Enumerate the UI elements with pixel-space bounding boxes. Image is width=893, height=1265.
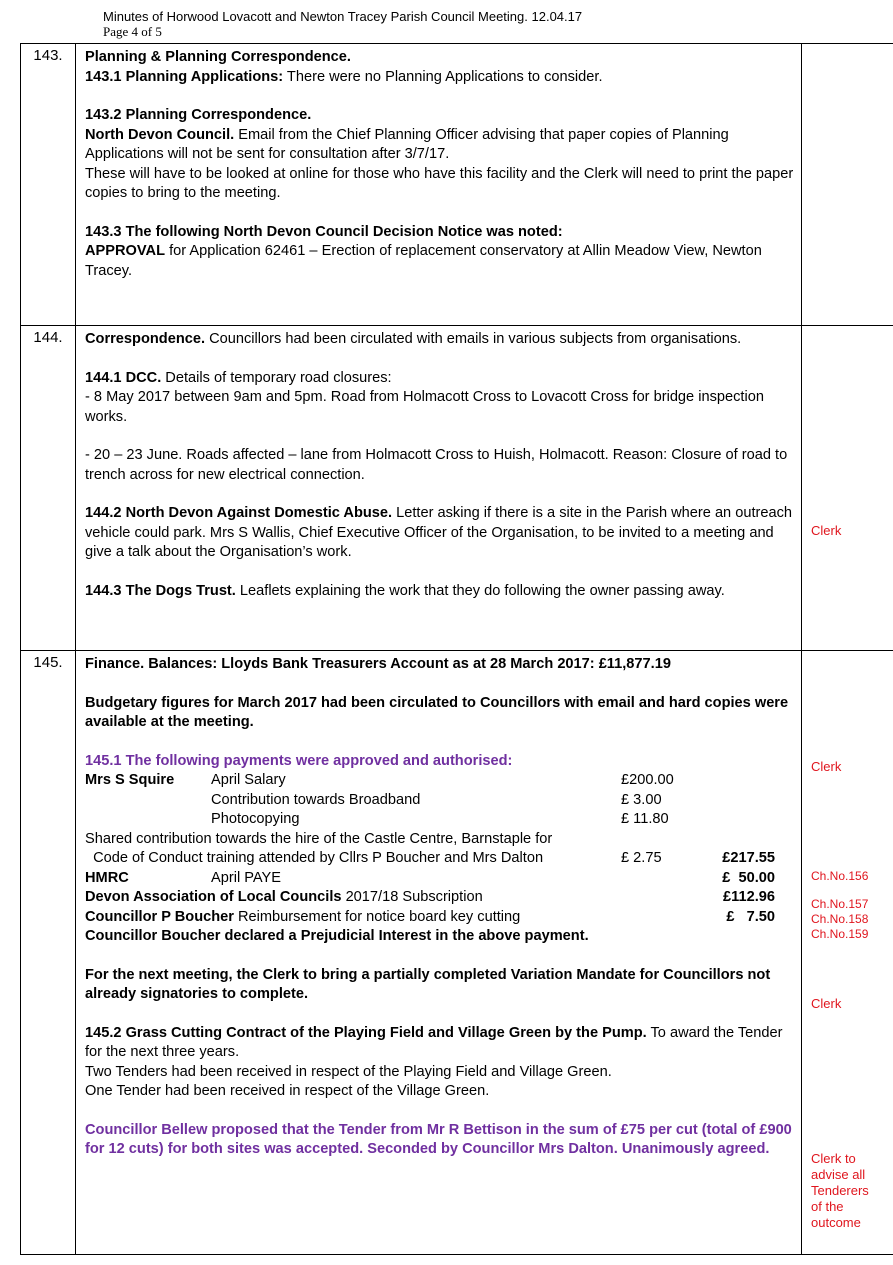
- minutes-table: [20, 43, 893, 1255]
- paragraph: Correspondence. Councillors had been circulated with emails in various subjects from organisations.: [85, 331, 742, 347]
- item-title: Planning & Planning Correspondence.: [85, 49, 351, 65]
- action-label: of the: [811, 1199, 844, 1214]
- action-column: [802, 44, 893, 326]
- action-label: outcome: [811, 1215, 861, 1230]
- payee-name: Councillor P Boucher: [85, 908, 234, 925]
- paragraph: Budgetary figures for March 2017 had been circulated to Councillors with email and hard copies were available at the meeting.: [85, 694, 789, 730]
- document-header: [103, 9, 582, 39]
- minute-body: [76, 326, 802, 651]
- action-column: [802, 326, 893, 651]
- cheque-number: Ch.No.158: [811, 912, 869, 926]
- page-number: Page 4 of 5: [103, 24, 162, 39]
- payment-total: £ 7.50: [726, 908, 775, 925]
- action-label: Clerk to: [811, 1151, 856, 1166]
- minute-row-145: [21, 651, 893, 1255]
- minute-body: Finance. Balances: Lloyds Bank Treasurers Account as at 28 March 2017: £11,877.19 Budgetary figures for March 2017 had been circulated to Councillors with email and hard copies were available at the meeting. 145.1 The following payments were approved and authorised: Mrs S Squire April Salary £200.00 Contribution towards Broadband £ 3.00 Photocopying £ 11.80 Shared contribution towards the hire of the Castle Centre, Barnstaple for Code of Conduct training attended by Cllrs P Boucher and Mrs Dalton £ 2.75 £217.55 HMRC April PAYE £ 50.00 Devon Association of Local Councils 2017/18 Subscription £112.96 Councillor P Boucher Reimbursement for notice board key cutting £ 7.50 Councillor Boucher declared a Prejudicial Interest in the above payment. For the next meeting, the Clerk to bring a partially completed Variation Mandate for Councillors not already signatories to complete. 145.2 Grass Cutting Contract of the Playing Field and Village Green by the Pump. To award the Tender for the next three years. Two Tenders had been received in respect of the Playing Field and Village Green. One Tender had been received in respect of the Village Green. Councillor Bellew proposed that the Tender from Mr R Bettison in the sum of £75 per cut (total of £900 for 12 cuts) for both sites was accepted. Seconded by Councillor Mrs Dalton. Unanimously agreed.: [76, 651, 802, 1255]
- minute-row-143: [21, 44, 893, 326]
- payment-total: £112.96: [723, 889, 775, 905]
- paragraph: For the next meeting, the Clerk to bring a partially completed Variation Mandate for Councillors not already signatories to complete.: [85, 966, 771, 1002]
- paragraph: 144.3 The Dogs Trust. Leaflets explaining the work that they do following the owner passing away.: [85, 582, 725, 599]
- minute-number: 143.: [21, 44, 76, 326]
- action-label: Clerk: [811, 759, 842, 774]
- resolution: Councillor Bellew proposed that the Tender from Mr R Bettison in the sum of £75 per cut (total of £900 for 12 cuts) for both sites was accepted. Seconded by Councillor Mrs Dalton. Unanimously agreed.: [85, 1121, 792, 1157]
- action-column: [802, 651, 893, 1255]
- payee-name: Devon Association of Local Councils: [85, 889, 342, 905]
- payee-name: HMRC: [85, 869, 129, 886]
- paragraph: 143.1 Planning Applications: There were no Planning Applications to consider.: [85, 68, 603, 85]
- paragraph: 144.1 DCC. Details of temporary road closures:: [85, 369, 392, 386]
- paragraph: These will have to be looked at online for those who have this facility and the Clerk will need to print the paper copies to bring to the meeting.: [85, 165, 794, 201]
- paragraph: One Tender had been received in respect of the Village Green.: [85, 1083, 490, 1099]
- paragraph: - 20 – 23 June. Roads affected – lane from Holmacott Cross to Huish, Holmacott. Reason: Closure of road to trench across for new electrical connection.: [85, 447, 788, 483]
- minute-number: 144.: [21, 326, 76, 651]
- paragraph: APPROVAL for Application 62461 – Erection of replacement conservatory at Allin Meadow View, Newton Tracey.: [85, 243, 762, 279]
- minute-body: [76, 44, 802, 326]
- cheque-number: Ch.No.157: [811, 897, 869, 911]
- payee-name: Mrs S Squire: [85, 772, 175, 788]
- paragraph: Councillor Boucher declared a Prejudicial Interest in the above payment.: [85, 928, 589, 944]
- payments-list: Mrs S Squire April Salary £200.00 Contribution towards Broadband £ 3.00 Photocopying £ 11.80: [85, 772, 674, 827]
- minute-number: 145.: [21, 651, 76, 1255]
- subitem-title: 145.1 The following payments were approved and authorised:: [85, 752, 513, 769]
- paragraph: Shared contribution towards the hire of the Castle Centre, Barnstaple for: [85, 830, 553, 847]
- paragraph: 144.2 North Devon Against Domestic Abuse. Letter asking if there is a site in the Parish where an outreach vehicle could park. Mrs S Wallis, Chief Executive Officer of the Organisation, to be invited to a meeting and give a talk about the Organisation’s work.: [85, 505, 793, 560]
- item-title: Finance. Balances: Lloyds Bank Treasurers Account as at 28 March 2017: £11,877.19: [85, 656, 671, 672]
- action-label: Clerk: [811, 996, 842, 1011]
- paragraph: North Devon Council. Email from the Chief Planning Officer advising that paper copies of Planning Applications will not be sent for consultation after 3/7/17.: [85, 126, 729, 162]
- subitem-title: 143.3 The following North Devon Council Decision Notice was noted:: [85, 223, 563, 240]
- payment-total: £217.55: [722, 850, 775, 866]
- action-label: advise all: [811, 1167, 866, 1182]
- paragraph: Two Tenders had been received in respect of the Playing Field and Village Green.: [85, 1063, 612, 1080]
- action-label: Tenderers: [811, 1183, 869, 1198]
- action-label: Clerk: [811, 523, 842, 538]
- cheque-number: Ch.No.156: [811, 869, 869, 883]
- paragraph: 145.2 Grass Cutting Contract of the Playing Field and Village Green by the Pump. To award the Tender for the next three years.: [85, 1024, 783, 1060]
- minute-row-144: [21, 326, 893, 651]
- minutes-title: Minutes of Horwood Lovacott and Newton Tracey Parish Council Meeting. 12.04.17: [103, 9, 583, 24]
- subitem-title: 143.2 Planning Correspondence.: [85, 107, 312, 123]
- cheque-number: Ch.No.159: [811, 927, 869, 941]
- payment-total: £ 50.00: [722, 869, 775, 886]
- paragraph: - 8 May 2017 between 9am and 5pm. Road from Holmacott Cross to Lovacott Cross for bridge inspection works.: [85, 389, 764, 425]
